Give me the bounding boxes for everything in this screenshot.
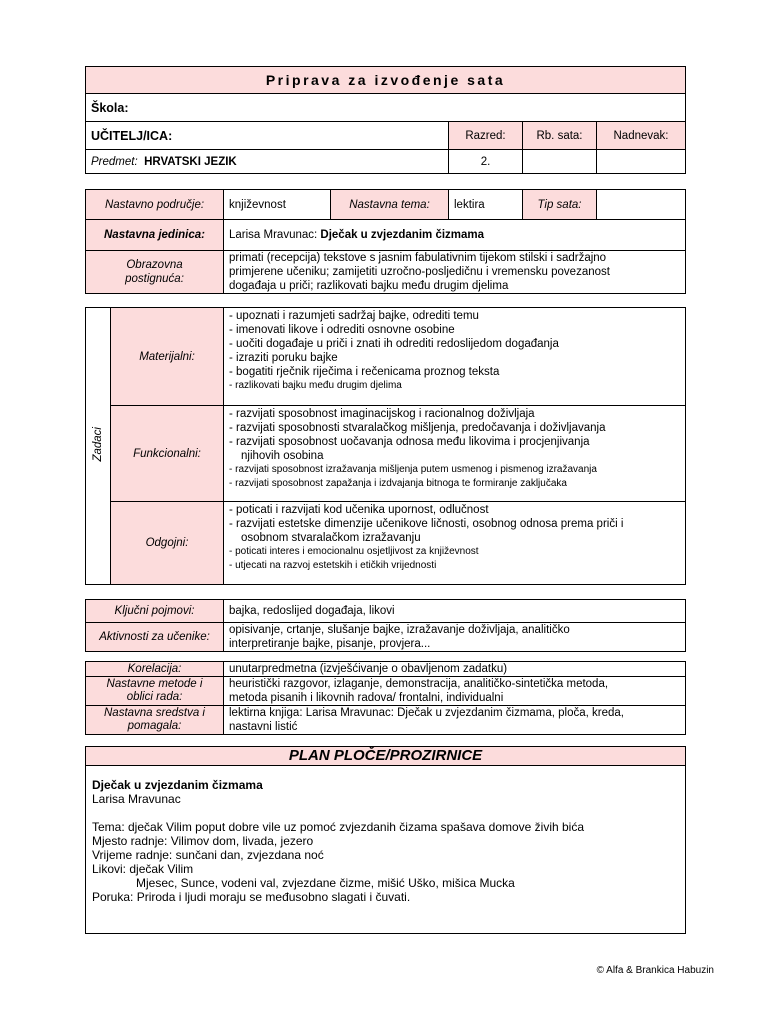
zadaci-label-cell [86,308,111,585]
lesson-table [85,189,686,294]
postignuca-label-line: Obrazovna [126,259,183,271]
list-item: - poticati i razvijati kod učenika upornost, odlučnost [229,504,489,516]
jedinica-label: Nastavna jedinica: [86,220,224,251]
plan-table [85,746,686,934]
kljucni-value: bajka, redoslijed događaja, likovi [224,600,686,623]
list-item: - razlikovati bajku među drugim djelima [229,380,402,391]
sredstva-line: nastavni listić [229,721,298,733]
jedinica-value [224,220,686,251]
list-item: - razvijati sposobnost uočavanja odnosa među likovima i procjenjivanja [229,436,590,448]
materijalni-list [224,308,686,406]
postignuca-line: primjerene učeniku; zamijetiti uzročno-posljedičnu i vremensku povezanost [229,266,610,278]
list-item: - razvijati estetske dimenzije učenikove ličnosti, osobnog odnosa prema priči i [229,518,624,530]
metode-label-line: Nastavne metode i [106,678,203,690]
funkcionalni-label: Funkcionalni: [111,406,224,502]
tip-sata-value [597,190,686,220]
aktivnosti-label: Aktivnosti za učenike: [86,623,224,652]
razred-value: 2. [449,150,523,174]
sredstva-value [224,706,686,735]
kljucni-label: Ključni pojmovi: [86,600,224,623]
postignuca-line: primati (recepcija) tekstove s jasnim fabulativnim tijekom stilski i sadržajno [229,252,607,264]
metode-table [85,661,686,735]
sredstva-label-line: Nastavna sredstva i [104,707,205,719]
tip-sata-label: Tip sata: [523,190,597,220]
copyright: © Alfa & Brankica Habuzin [596,965,714,976]
funkcionalni-list [224,406,686,502]
podrucje-value: književnost [224,190,331,220]
aktivnosti-line: opisivanje, crtanje, slušanje bajke, izražavanje doživljaja, analitičko [229,624,570,636]
metode-value [224,677,686,706]
story-title: Dječak u zvjezdanim čizmama [92,778,263,792]
metode-line: heuristički razgovor, izlaganje, demonstracija, analitičko-sintetička metoda, [229,678,609,690]
list-item: - poticati interes i emocionalnu osjetljivost za književnost [229,546,479,557]
list-item: - uočiti događaje u priči i znati ih odrediti redoslijedom događanja [229,338,559,350]
plan-body [86,766,686,934]
list-item: - bogatiti rječnik riječima i rečenicama proznog teksta [229,366,500,378]
jedinica-title: Dječak u zvjezdanim čizmama [320,229,485,241]
plan-poruka: Poruka: Priroda i ljudi moraju se međusobno slagati i čuvati. [92,890,411,904]
list-item: - imenovati likove i odrediti osnovne osobine [229,324,455,336]
nadnevak-value [597,150,686,174]
plan-tema: Tema: dječak Vilim poput dobre vile uz pomoć zvjezdanih čizama spašava domove živih bića [92,820,585,834]
razred-label: Razred: [449,122,523,150]
list-item: - razvijati sposobnost imaginacijskog i racionalnog doživljaja [229,408,535,420]
plan-vrijeme: Vrijeme radnje: sunčani dan, zvjezdana noć [92,848,324,862]
nadnevak-label: Nadnevak: [597,122,686,150]
rb-sata-value [523,150,597,174]
postignuca-label [86,251,224,294]
pojmovi-table [85,599,686,652]
odgojni-label: Odgojni: [111,502,224,585]
sredstva-line: lektirna knjiga: Larisa Mravunac: Dječak u zvjezdanim čizmama, ploča, kreda, [229,707,624,719]
list-item: - razvijati sposobnosti stvaralačkog mišljenja, predočavanja i doživljavanja [229,422,606,434]
korelacija-value: unutarpredmetna (izvješćivanje o obavljenom zadatku) [224,662,686,677]
postignuca-line: događaja u priči; razlikovati bajku među drugim djelima [229,280,509,292]
postignuca-label-line: postignuća: [125,273,184,285]
header-table [85,66,686,174]
korelacija-label: Korelacija: [86,662,224,677]
plan-mjesto: Mjesto radnje: Vilimov dom, livada, jezero [92,834,314,848]
metode-label [86,677,224,706]
predmet-value: HRVATSKI JEZIK [144,155,237,168]
predmet-label: Predmet: [91,155,138,168]
odgojni-list [224,502,686,585]
aktivnosti-line: interpretiranje bajke, pisanje, provjera... [229,638,431,650]
sredstva-label-line: pomagala: [127,720,182,732]
list-item: - utjecati na razvoj estetskih i etičkih vrijednosti [229,560,437,571]
jedinica-author: Larisa Mravunac: [229,229,321,241]
zadaci-table [85,307,686,585]
postignuca-value [224,251,686,294]
list-item: osobnom stvaralačkom izražavanju [241,532,421,544]
metode-label-line: oblici rada: [126,691,183,703]
podrucje-label: Nastavno područje: [86,190,224,220]
tema-value: lektira [449,190,523,220]
plan-likovi: Likovi: dječak Vilim [92,862,194,876]
story-author: Larisa Mravunac [92,792,181,806]
list-item: - upoznati i razumjeti sadržaj bajke, odrediti temu [229,310,479,322]
list-item: - razvijati sposobnost izražavanja mišljenja putem usmenog i pismenog izražavanja [229,464,597,475]
predmet-cell [86,150,449,174]
plan-likovi-more: Mjesec, Sunce, vodeni val, zvjezdane čizme, mišić Uško, mišica Mucka [136,876,515,890]
tema-label: Nastavna tema: [331,190,449,220]
plan-title: PLAN PLOČE/PROZIRNICE [86,747,686,766]
sredstva-label [86,706,224,735]
ucitelj-label: UČITELJ/ICA: [86,122,449,150]
skola-label: Škola: [86,94,686,122]
list-item: - izraziti poruku bajke [229,352,338,364]
aktivnosti-value [224,623,686,652]
rb-sata-label: Rb. sata: [523,122,597,150]
page-title: Priprava za izvođenje sata [86,67,686,94]
list-item: - razvijati sposobnost zapažanja i izdvajanja bitnoga te formiranje zaključaka [229,478,567,489]
zadaci-label: Zadaci [92,426,104,462]
metode-line: metoda pisanih i likovnih radova/ frontalni, individualni [229,692,504,704]
list-item: njihovih osobina [241,450,324,462]
materijalni-label: Materijalni: [111,308,224,406]
